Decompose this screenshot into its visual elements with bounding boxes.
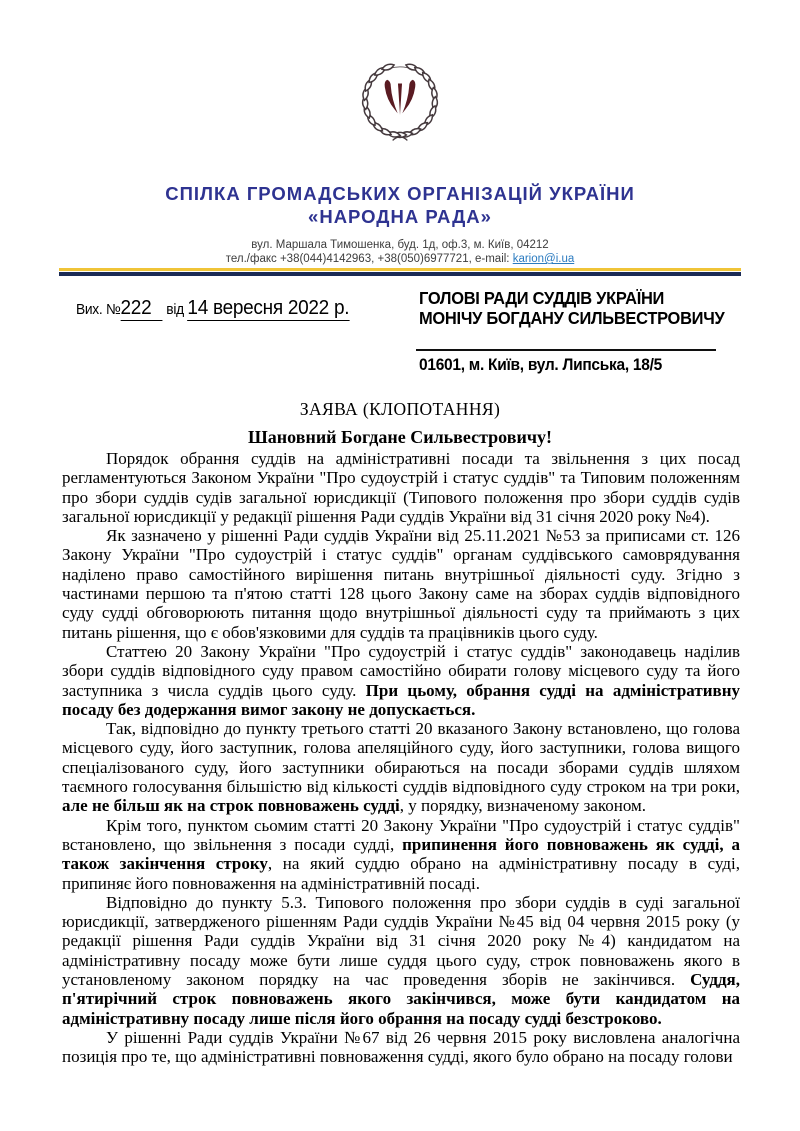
paragraph: Порядок обрання суддів на адміністративні посади та звільнення з цих посад регламентуються Законом України "Про судоустрій і статус суддів" та Типовим положенням про збори суддів судів загальної юрисдикції (Типового положення про збори суддів судів загальної юрисдикції у редакції рішення Ради суддів України від 31 січня 2020 року №4).: [62, 449, 740, 526]
outgoing-reference: [76, 297, 349, 321]
org-contacts: [0, 252, 800, 266]
paragraph: Відповідно до пункту 5.3. Типового положення про збори суддів в суді загальної юрисдикції, затвердженого рішенням Ради суддів України №45 від 04 червня 2015 року (у редакції рішення Ради суддів України від 31 січня 2020 року №4) кандидатом на адміністративну посаду може бути лише суддя цього суду, строк повноважень якого в установленому законом порядку на час проведення зборів не закінчився. Суддя, п'ятирічний строк повноважень якого закінчився, може бути кандидатом на адміністративну посаду лише після його обрання на посаду судді безстроково.: [62, 892, 740, 1028]
letterhead-divider: [59, 268, 741, 276]
paragraph: Статтею 20 Закону України "Про судоустрій і статус суддів" законодавець наділив збори суддів відповідного суду правом самостійно обирати голову місцевого суду та його заступника з числа суддів цього суду. При цьому, обрання судді на адміністративну посаду без додержання вимог закону не допускається.: [62, 641, 740, 719]
divider-yellow-stripe: [59, 268, 741, 271]
paragraph: Так, відповідно до пункту третього статті 20 вказаного Закону встановлено, що голова місцевого суду, його заступник, голова апеляційного суду, його заступники, голова вищого спеціалізованого суду, його заступники обираються на посади зборами суддів шляхом таємного голосування більшістю від кількості суддів відповідного суду строком на три роки, але не більш як на строк повноважень судді, у порядку, визначеному законом.: [62, 719, 740, 816]
recipient-title: ГОЛОВІ РАДИ СУДДІВ УКРАЇНИ: [419, 288, 665, 308]
body-paragraphs: [62, 449, 740, 1067]
org-emblem: [354, 52, 446, 153]
wreath-trident-icon: [354, 52, 446, 148]
recipient-block: [419, 288, 724, 328]
org-name-line2: «НАРОДНА РАДА»: [308, 206, 492, 227]
ref-middle: від: [162, 302, 188, 318]
trident-icon: [385, 80, 416, 115]
org-name-line1: СПІЛКА ГРОМАДСЬКИХ ОРГАНІЗАЦІЙ УКРАЇНИ: [165, 183, 635, 204]
paragraph: У рішенні Ради суддів України №67 від 26 червня 2015 року висловлена аналогічна позиція про те, що адміністративні повноваження судді, якого було обрано на посаду голови: [62, 1027, 740, 1067]
org-phones: тел./факс +38(044)4142963, +38(050)6977721, e-mail:: [225, 253, 513, 265]
recipient-divider: [416, 349, 716, 351]
recipient-name: МОНІЧУ БОГДАНУ СИЛЬВЕСТРОВИЧУ: [419, 308, 725, 328]
org-address: вул. Маршала Тимошенка, буд. 1д, оф.3, м. Київ, 04212: [251, 239, 549, 251]
email-link[interactable]: karion@i.ua: [512, 253, 575, 265]
divider-navy-stripe: [59, 272, 741, 276]
document-title: ЗАЯВА (КЛОПОТАННЯ): [299, 399, 501, 419]
paragraph: Як зазначено у рішенні Ради суддів України від 25.11.2021 №53 за приписами ст. 126 Закону України "Про судоустрій і статус суддів" органам суддівського самоврядування наділено право самостійного вирішення питань внутрішньої діяльності суду. Згідно з частинами першою та п'ятою статті 128 цього Закону саме на зборах суддів відповідного суду судді обговорюють питання щодо внутрішньої діяльності суду та приймають з цих питань рішення, що є обов'язковими для суддів та працівників цього суду.: [62, 526, 740, 642]
salutation: Шановний Богдане Сильвестровичу!: [248, 427, 552, 447]
ref-date: 14 вересня 2022 р.: [187, 297, 350, 319]
paragraph: Крім того, пунктом сьомим статті 20 Закону України "Про судоустрій і статус суддів" встановлено, що звільнення з посади судді, припинення його повноважень як судді, а також закінчення строку, на який суддю обрано на адміністративну посаду в суді, припиняє його повноваження на адміністративній посаді.: [62, 815, 740, 893]
recipient-address: 01601, м. Київ, вул. Липська, 18/5: [419, 356, 662, 374]
ref-prefix: Вих. №: [76, 302, 121, 318]
ref-number: 222: [121, 297, 163, 321]
